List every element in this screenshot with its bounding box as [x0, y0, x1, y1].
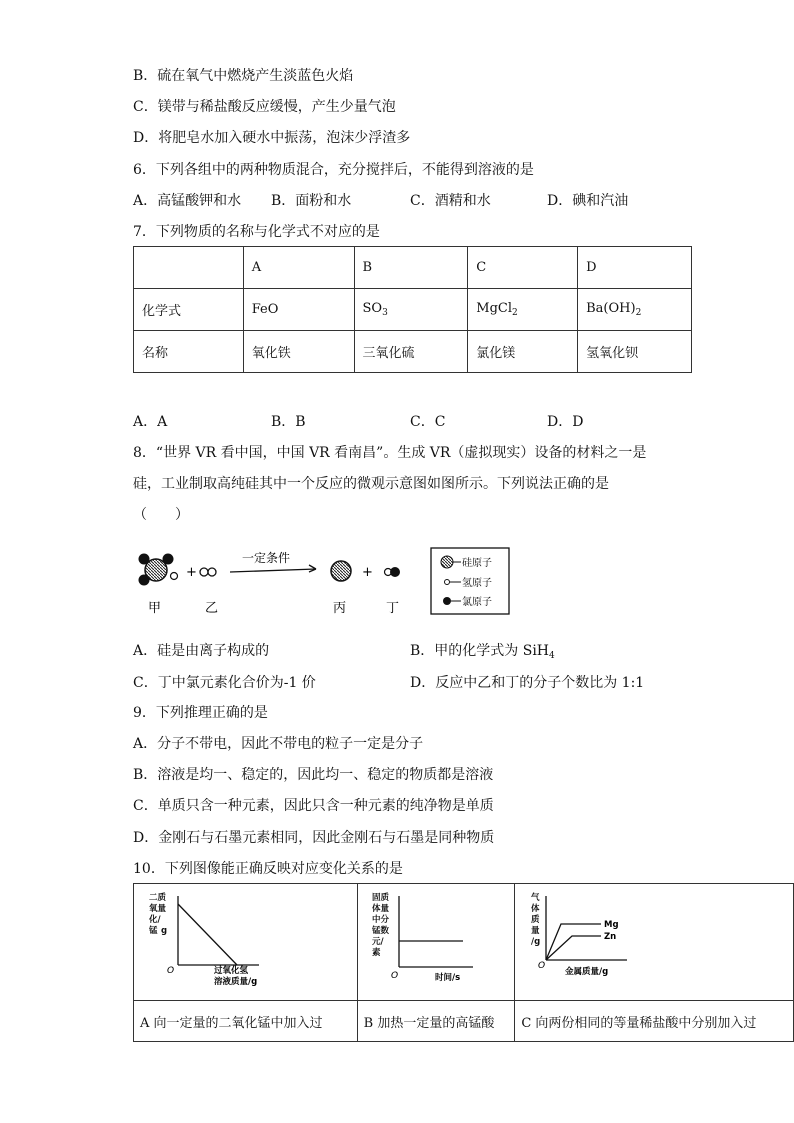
q8-option-b [410, 641, 555, 666]
molecule-ding [385, 567, 401, 577]
legend-hydrogen: 氢原子 [462, 578, 492, 589]
q9-stem: 9．下列推理正确的是 [133, 705, 268, 721]
formula-text: Ba(OH) [586, 301, 636, 316]
graph-a-ylabel: 氧量 [149, 904, 167, 914]
q7-option-b: B．B [271, 414, 306, 430]
q7-option-a: A．A [133, 414, 168, 430]
q8-stem-line2: 硅，工业制取高纯硅其中一个反应的微观示意图如图所示。下列说法正确的是 [133, 476, 609, 492]
q7-table [133, 246, 692, 373]
graph-c-series-mg [546, 924, 601, 960]
graph-c-legend-mg: Mg [604, 920, 619, 930]
graph-a-line [178, 904, 237, 965]
formula-subscript: 3 [382, 308, 388, 318]
formula-cell: FeO [243, 289, 354, 331]
formula-text: MgCl [476, 301, 513, 316]
q10-table [133, 883, 794, 1042]
graph-c-legend-zn: Zn [604, 932, 617, 942]
q8-option-b-subscript: 4 [549, 651, 555, 661]
graph-cell-a [134, 884, 358, 1001]
q7-option-d: D．D [547, 414, 584, 430]
table-header-cell: B [354, 247, 468, 289]
graph-b-origin: O [390, 971, 398, 981]
graph-b-xlabel: 时间/s [434, 973, 460, 983]
graph-c-ylabel: 气 [531, 893, 540, 903]
q7-stem: 7．下列物质的名称与化学式不对应的是 [133, 224, 380, 240]
graph-c-origin: O [538, 961, 546, 971]
graph-a-xlabel: 过氧化氢 [214, 966, 249, 976]
table-header-cell: D [578, 247, 692, 289]
graph-b-ylabel: 素 [371, 948, 381, 958]
molecule-yi [200, 568, 216, 576]
formula-text: SO [362, 301, 383, 316]
q6-option-b: B．面粉和水 [271, 193, 352, 209]
molecule-bing [331, 561, 351, 581]
table-header-cell: A [243, 247, 354, 289]
formula-cell [354, 289, 468, 331]
table-header-cell [134, 247, 244, 289]
formula-subscript: 2 [635, 308, 642, 318]
graph-c-xlabel: 金属质量/g [565, 967, 609, 977]
formula-cell [578, 289, 692, 331]
plus-sign: + [362, 565, 373, 580]
q6-option-c: C．酒精和水 [410, 193, 491, 209]
q5-option-c: C．镁带与稀盐酸反应缓慢，产生少量气泡 [133, 99, 396, 115]
graph-b-ylabel: 固质 [371, 893, 389, 903]
graph-b-ylabel: 锰数 [371, 926, 389, 936]
q8-option-a: A．硅是由离子构成的 [133, 643, 270, 659]
graph-b-ylabel: 体量 [371, 904, 389, 914]
name-cell: 氯化镁 [468, 331, 578, 373]
q9-option-c: C．单质只含一种元素，因此只含一种元素的纯净物是单质 [133, 798, 494, 814]
q8-option-b-text: B．甲的化学式为 SiH [410, 643, 550, 659]
graph-b-ylabel: 元/ [371, 937, 384, 947]
legend-chlorine: 氯原子 [462, 597, 492, 608]
graph-b [358, 884, 514, 996]
graph-a-ylabel: 二质 [149, 893, 167, 903]
q6-option-a: A．高锰酸钾和水 [133, 193, 242, 209]
q5-option-d: D．将肥皂水加入硬水中振荡，泡沫少浮渣多 [133, 130, 411, 146]
graph-cell-b [357, 884, 515, 1001]
name-cell: 氢氧化钡 [578, 331, 692, 373]
reaction-diagram [133, 540, 513, 620]
label-bing: 丙 [333, 601, 347, 616]
graph-a [134, 884, 356, 996]
reaction-arrow [230, 569, 316, 572]
q6-stem: 6．下列各组中的两种物质混合，充分搅拌后，不能得到溶液的是 [133, 162, 534, 178]
q10-stem: 10．下列图像能正确反映对应变化关系的是 [133, 861, 403, 877]
q8-stem-line1: 8．“世界 VR 看中国，中国 VR 看南昌”。生成 VR（虚拟现实）设备的材料之一是 [133, 445, 647, 461]
diagram-legend [431, 548, 509, 614]
graph-b-ylabel: 中分 [371, 915, 389, 925]
label-yi: 乙 [205, 601, 219, 616]
molecule-jia [139, 554, 178, 586]
graph-c-ylabel: 质 [531, 915, 540, 925]
q8-option-d: D．反应中乙和丁的分子个数比为 1:1 [410, 675, 645, 691]
label-jia: 甲 [148, 601, 162, 616]
plus-sign: + [186, 565, 197, 580]
q9-option-b: B．溶液是均一、稳定的，因此均一、稳定的物质都是溶液 [133, 767, 494, 783]
graph-c-ylabel: 量 [531, 926, 540, 936]
table-row [134, 331, 692, 373]
graph-a-xlabel: 溶液质量/g [214, 977, 258, 987]
caption-b: B 加热一定量的高锰酸 [357, 1001, 515, 1042]
q7-option-c: C．C [410, 414, 446, 430]
graph-a-ylabel: 锰 [149, 926, 158, 936]
name-cell: 氧化铁 [243, 331, 354, 373]
caption-a: A 向一定量的二氧化锰中加入过 [134, 1001, 358, 1042]
q5-option-b: B．硫在氧气中燃烧产生淡蓝色火焰 [133, 68, 354, 84]
table-row [134, 1001, 794, 1042]
table-row [134, 884, 794, 1001]
graph-a-ylabel: g [161, 926, 168, 936]
table-header-cell: C [468, 247, 578, 289]
graph-cell-c [515, 884, 794, 1001]
q9-option-a: A．分子不带电，因此不带电的粒子一定是分子 [133, 736, 424, 752]
graph-a-origin: O [167, 966, 175, 976]
formula-subscript: 2 [512, 308, 518, 318]
table-row [134, 247, 692, 289]
q8-option-c: C．丁中氯元素化合价为-1 价 [133, 675, 316, 691]
formula-cell [468, 289, 578, 331]
graph-c-ylabel: 体 [531, 904, 540, 914]
table-row [134, 289, 692, 331]
reaction-condition: 一定条件 [242, 551, 291, 565]
q8-bracket: （ ） [133, 507, 189, 523]
graph-c-ylabel: /g [531, 937, 541, 947]
graph-c [515, 884, 792, 996]
legend-silicon: 硅原子 [462, 558, 492, 569]
graph-a-ylabel: 化/ [149, 915, 161, 925]
caption-c: C 向两份相同的等量稀盐酸中分别加入过 [515, 1001, 794, 1042]
name-cell: 三氧化硫 [354, 331, 468, 373]
q6-option-d: D．碘和汽油 [547, 193, 629, 209]
q9-option-d: D．金刚石与石墨元素相同，因此金刚石与石墨是同种物质 [133, 830, 495, 846]
name-label: 名称 [134, 331, 244, 373]
formula-label: 化学式 [134, 289, 244, 331]
label-ding: 丁 [386, 601, 400, 616]
